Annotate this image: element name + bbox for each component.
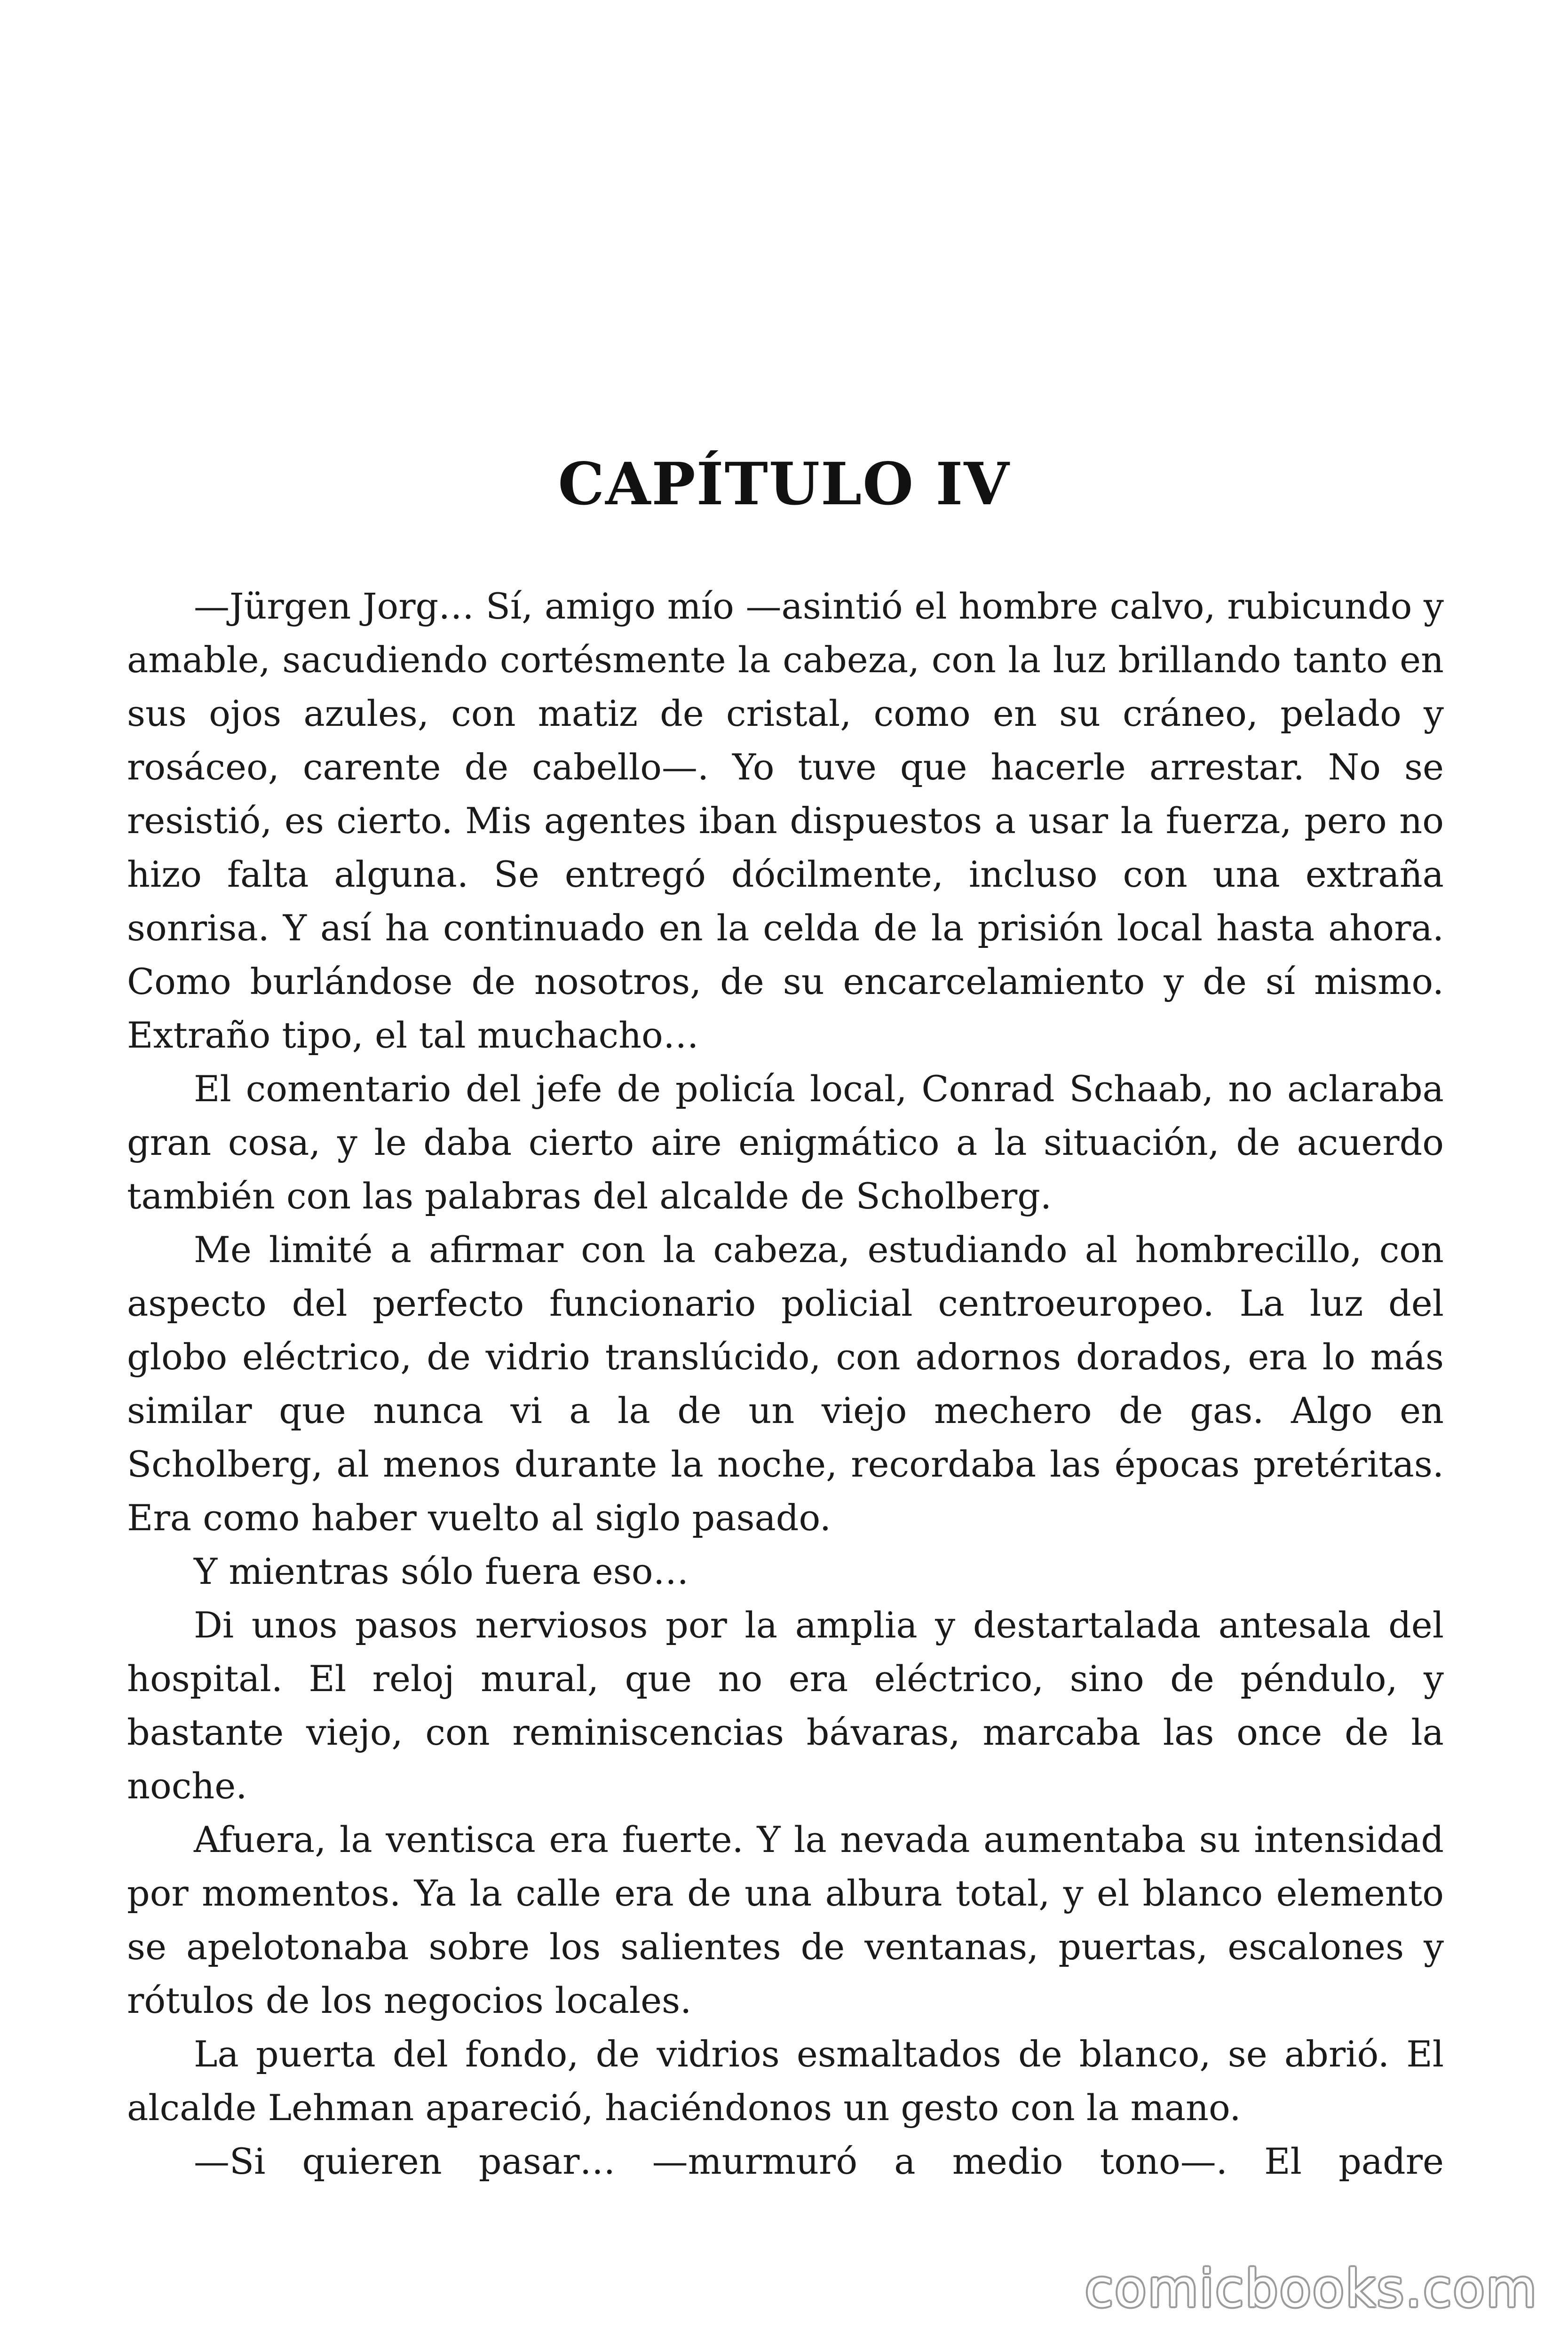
paragraph-4: Y mientras sólo fuera eso… <box>194 1550 689 1592</box>
paragraph-8: —Si quieren pasar… —murmuró a medio tono—. El padre <box>194 2140 1444 2182</box>
chapter-title: CAPÍTULO IV <box>558 450 1010 518</box>
paragraph-3: Me limité a afirmar con la cabeza, estudiando al hombrecillo, con aspecto del perfecto funcionario policial centroeuropeo. La luz del globo eléctrico, de vidrio translúcido, con adornos dorados, era lo más similar que nunca vi a la de un viejo mechero de gas. Algo en Scholberg, al menos durante la noche, recordaba las épocas pretéritas. Era como haber vuelto al siglo pasado. <box>127 1229 1444 1539</box>
paragraph-5: Di unos pasos nerviosos por la amplia y destartalada antesala del hospital. El reloj mural, que no era eléctrico, sino de péndulo, y bastante viejo, con reminiscencias bávaras, marcaba las once de la noche. <box>127 1604 1444 1807</box>
paragraph-6: Afuera, la ventisca era fuerte. Y la nevada aumentaba su intensidad por momentos. Ya la calle era de una albura total, y el blanco elemento se apelotonaba sobre los salientes de ventanas, puertas, escalones y rótulos de los negocios locales. <box>127 1819 1444 2021</box>
paragraph-7: La puerta del fondo, de vidrios esmaltados de blanco, se abrió. El alcalde Lehman apareció, haciéndonos un gesto con la mano. <box>127 2033 1444 2129</box>
paragraph-1: —Jürgen Jorg… Sí, amigo mío —asintió el hombre calvo, rubicundo y amable, sacudiendo cortésmente la cabeza, con la luz brillando tanto en sus ojos azules, con matiz de cristal, como en su cráneo, pelado y rosáceo, carente de cabello—. Yo tuve que hacerle arrestar. No se resistió, es cierto. Mis agentes iban dispuestos a usar la fuerza, pero no hizo falta alguna. Se entregó dócilmente, incluso con una extraña sonrisa. Y así ha continuado en la celda de la prisión local hasta ahora. Como burlándose de nosotros, de su encarcelamiento y de sí mismo. Extraño tipo, el tal muchacho… <box>127 585 1444 1056</box>
paragraph-2: El comentario del jefe de policía local, Conrad Schaab, no aclaraba gran cosa, y le daba cierto aire enigmático a la situación, de acuerdo también con las palabras del alcalde de Scholberg. <box>127 1068 1444 1217</box>
chapter-body <box>127 580 1444 2188</box>
watermark-logo: comicbooks.com <box>1085 2258 1538 2319</box>
